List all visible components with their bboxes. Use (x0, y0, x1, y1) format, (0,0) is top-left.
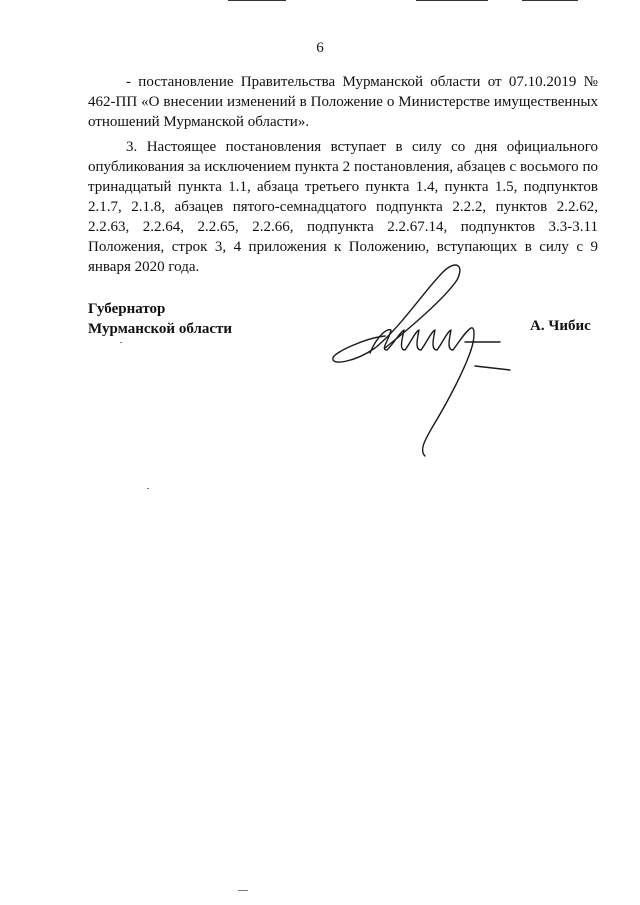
scan-speck (120, 342, 122, 343)
signatory-title-line-2: Мурманской области (88, 321, 233, 337)
scan-speck (238, 890, 248, 891)
signatory-title-line-1: Губернатор (88, 301, 166, 317)
paragraph-effective-date: 3. Настоящее постановления вступает в силу со дня официального опубликования за исключением пункта 2 постановления, абзацев с восьмого по тринадцатый пункта 1.1, абзаца третьего пункта 1.4, пункта 1.5, подпунктов 2.1.7, 2.1.8, абзацев пятого-семнадцатого подпункта 2.2.2, пунктов 2.2.62, 2.2.63, 2.2.64, 2.2.65, 2.2.66, подпункта 2.2.67.14, подпунктов 3.3-3.11 Положения, строк 3, 4 приложения к Положению, вступающих в силу с 9 января 2020 года. (88, 139, 598, 275)
paragraph-resolution-reference: - постановление Правительства Мурманской области от 07.10.2019 № 462-ПП «О внесении изменений в Положение о Министерстве имущественных отношений Мурманской области». (88, 74, 598, 130)
top-border-line-right (522, 0, 578, 1)
signatory-title (88, 299, 232, 339)
handwritten-signature-icon (325, 258, 525, 473)
signatory-name: А. Чибис (530, 318, 591, 334)
scan-speck (147, 488, 149, 489)
page-number: 6 (316, 40, 324, 56)
top-border-line-left (228, 0, 286, 1)
document-body (88, 72, 598, 277)
top-border-line-middle (416, 0, 488, 1)
